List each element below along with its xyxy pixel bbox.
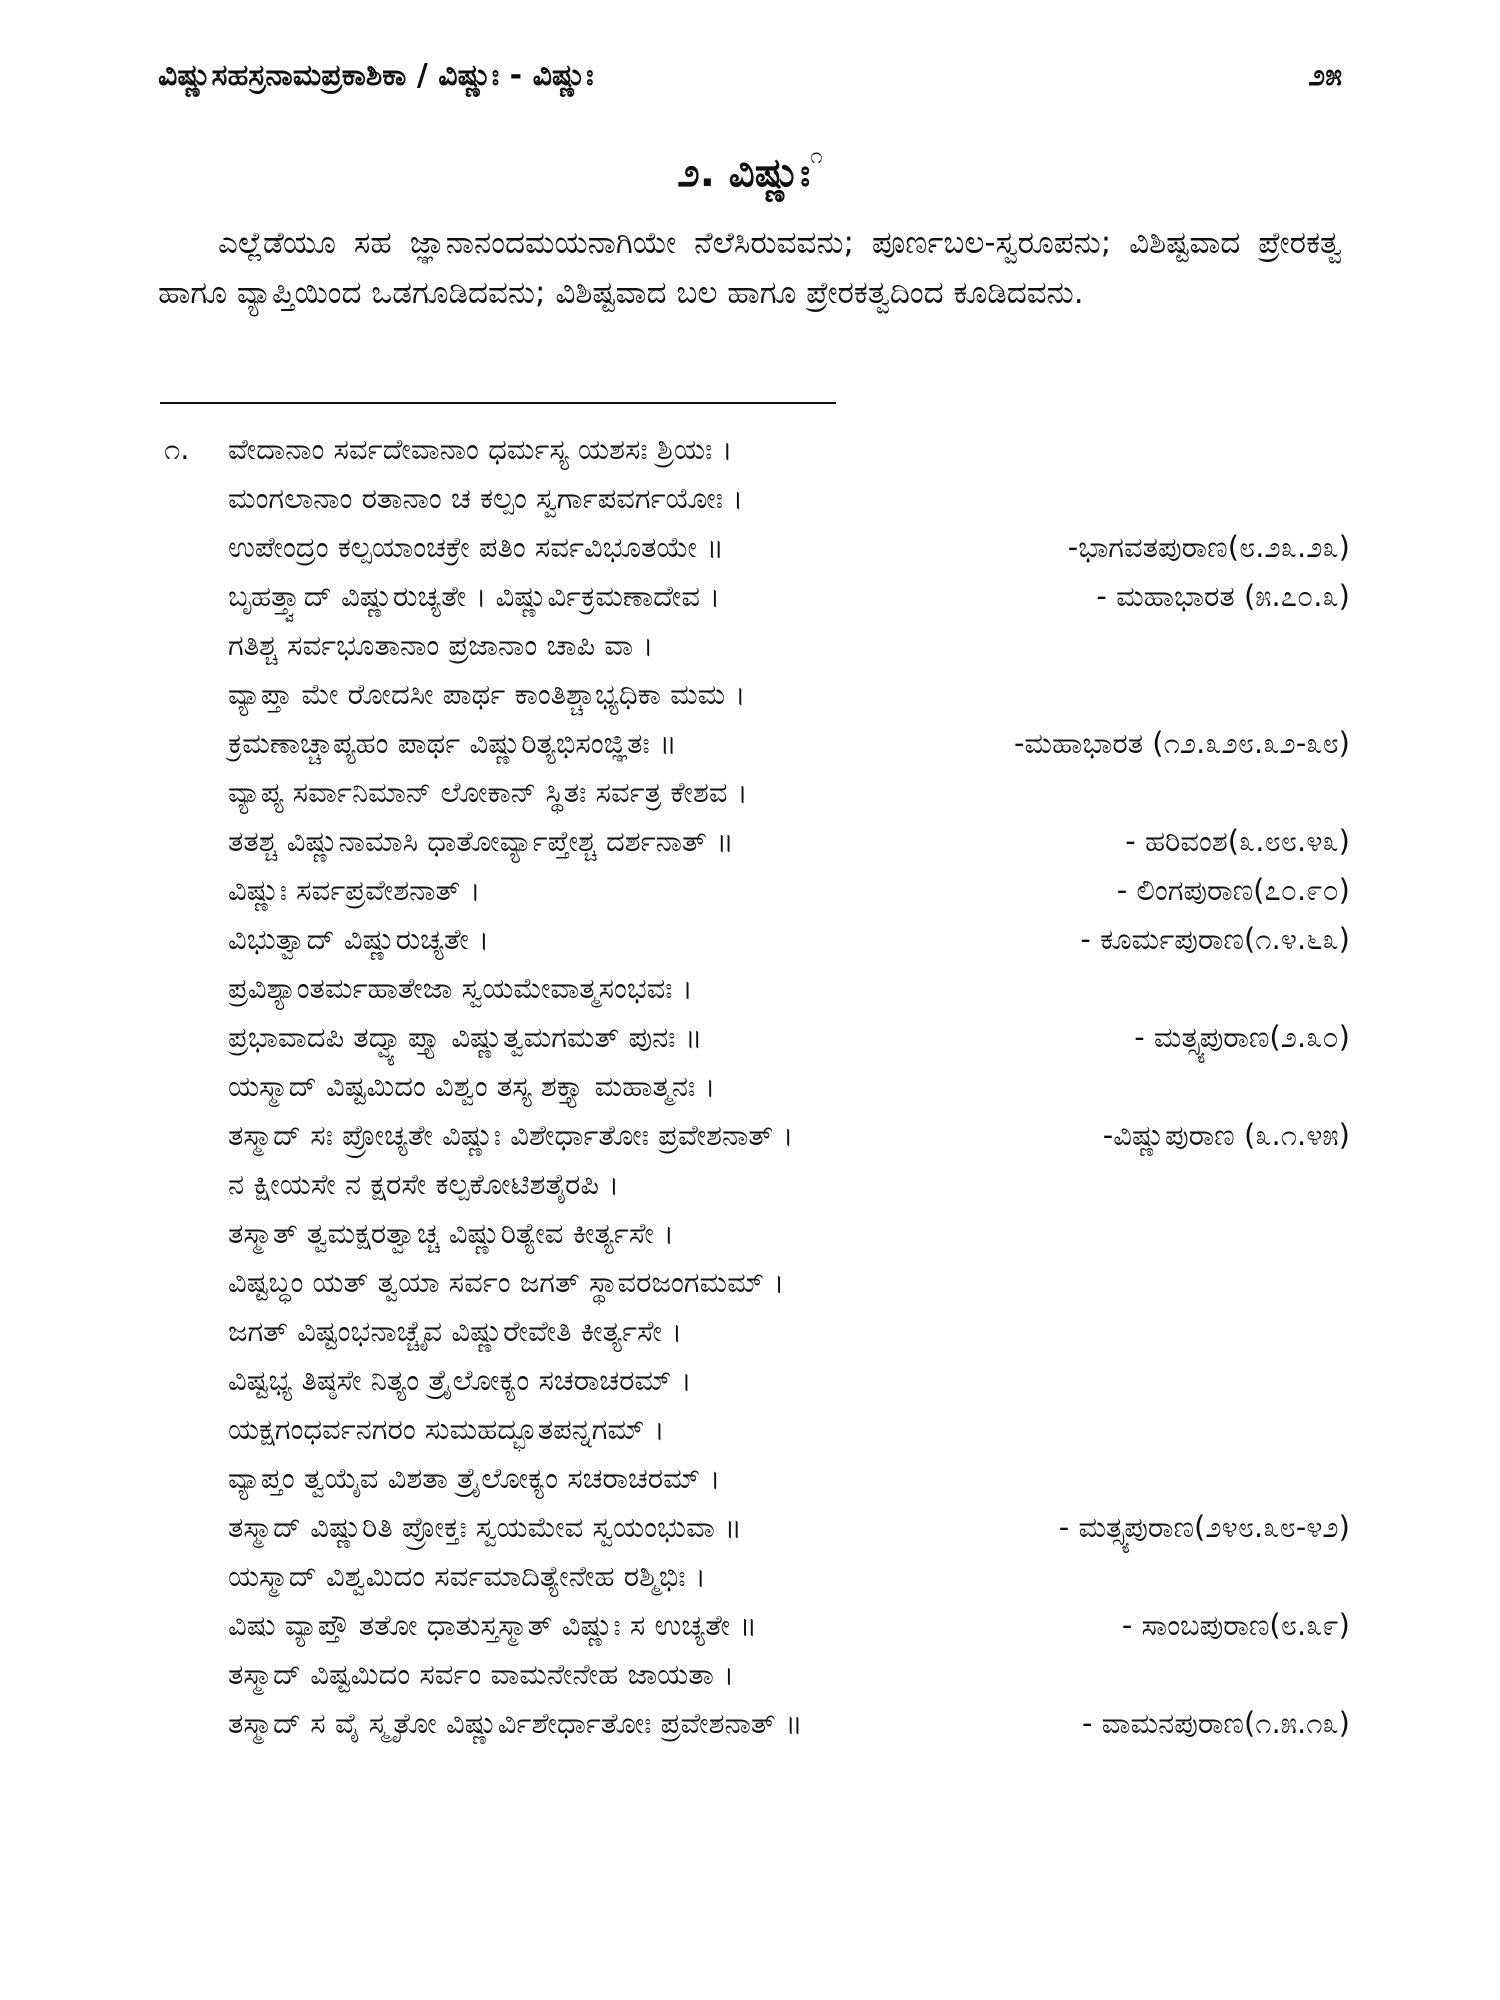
section-title (0, 144, 1500, 196)
verse-line (150, 817, 1350, 866)
verse-text: ವೇದಾನಾಂ ಸರ್ವದೇವಾನಾಂ ಧರ್ಮಸ್ಯ ಯಶಸಃ ಶ್ರಿಯಃ । (228, 432, 733, 466)
verse-line (150, 1062, 1350, 1111)
verse-text: ಜಗತ್ ವಿಷ್ಟಂಭನಾಚ್ಚೈವ ವಿಷ್ಣುರೇವೇತಿ ಕೀರ್ತ್ಯಸೇ । (228, 1314, 683, 1348)
verse-text: ವಿಷ್ಣುಃ ಸರ್ವಪ್ರವೇಶನಾತ್ । (228, 873, 481, 907)
verse-line (150, 1209, 1350, 1258)
verse-line (150, 964, 1350, 1013)
verse-line (150, 1258, 1350, 1307)
verse-source-reference: - ಮಹಾಭಾರತ (೫.೭೦.೩) (1096, 579, 1350, 613)
section-description: ಎಲ್ಲೆಡೆಯೂ ಸಹ ಜ್ಞಾನಾನಂದಮಯನಾಗಿಯೇ ನೆಲೆಸಿರುವವನು; ಪೂರ್ಣಬಲ-ಸ್ವರೂಪನು; ವಿಶಿಷ್ಟವಾದ ಪ್ರೇರಕತ್ವ ಹಾಗೂ ವ್ಯಾಪ್ತಿಯಿಂದ ಒಡಗೂಡಿದವನು; ವಿಶಿಷ್ಟವಾದ ಬಲ ಹಾಗೂ ಪ್ರೇರಕತ್ವದಿಂದ ಕೂಡಿದವನು. (158, 225, 1342, 311)
verse-line (150, 1111, 1350, 1160)
verse-line (150, 621, 1350, 670)
verse-text: ವಿಭುತ್ವಾದ್ ವಿಷ್ಣುರುಚ್ಯತೇ । (228, 922, 490, 956)
verse-text: ಯಸ್ಮಾದ್ ವಿಷ್ಟಮಿದಂ ವಿಶ್ವಂ ತಸ್ಯ ಶಕ್ತ್ಯಾ ಮಹಾತ್ಮನಃ । (228, 1069, 716, 1103)
verse-text: ವ್ಯಾಪ್ಯ ಸರ್ವಾನಿಮಾನ್ ಲೋಕಾನ್ ಸ್ಥಿತಃ ಸರ್ವತ್ರ ಕೇಶವ । (228, 775, 748, 809)
verse-line (150, 1307, 1350, 1356)
verse-text: ವಿಷು ವ್ಯಾಪ್ತೌ ತತೋ ಧಾತುಸ್ತಸ್ಮಾತ್ ವಿಷ್ಣುಃ ಸ ಉಚ್ಯತೇ ॥ (228, 1608, 757, 1642)
verse-line (150, 572, 1350, 621)
footnote-separator (160, 402, 836, 404)
verse-source-reference: -ವಿಷ್ಣುಪುರಾಣ (೩.೧.೪೫) (1102, 1118, 1350, 1152)
verse-line (150, 523, 1350, 572)
verse-source-reference: - ಮತ್ಸ್ಯಪುರಾಣ(೨.೩೦) (1134, 1020, 1350, 1054)
verse-text: ತಸ್ಮಾದ್ ವಿಷ್ಣುರಿತಿ ಪ್ರೋಕ್ತಃ ಸ್ವಯಮೇವ ಸ್ವಯಂಭುವಾ ॥ (228, 1510, 742, 1544)
verse-source-reference: - ವಾಮನಪುರಾಣ(೧.೫.೧೩) (1081, 1706, 1350, 1740)
footnote-number: ೧. (164, 432, 190, 466)
verse-text: ವ್ಯಾಪ್ತಾ ಮೇ ರೋದಸೀ ಪಾರ್ಥ ಕಾಂತಿಶ್ಚಾಭ್ಯಧಿಕಾ ಮಮ । (228, 677, 746, 711)
verse-line (150, 915, 1350, 964)
verse-text: ಉಪೇಂದ್ರಂ ಕಲ್ಪಯಾಂಚಕ್ರೇ ಪತಿಂ ಸರ್ವವಿಭೂತಯೇ ॥ (228, 530, 724, 564)
verse-line (150, 1405, 1350, 1454)
verse-line (150, 768, 1350, 817)
verse-text: ತಸ್ಮಾದ್ ಸ ವೈ ಸ್ಮೃತೋ ವಿಷ್ಣುರ್ವಿಶೇರ್ಧಾತೋಃ ಪ್ರವೇಶನಾತ್ ॥ (228, 1706, 803, 1740)
verse-text: ಕ್ರಮಣಾಚ್ಚಾಪ್ಯಹಂ ಪಾರ್ಥ ವಿಷ್ಣುರಿತ್ಯಭಿಸಂಜ್ಞಿತಃ ॥ (228, 726, 677, 760)
verse-line (150, 1552, 1350, 1601)
verse-text: ವ್ಯಾಪ್ತಂ ತ್ವಯೈವ ವಿಶತಾ ತ್ರೈಲೋಕ್ಯಂ ಸಚರಾಚರಮ್ । (228, 1461, 721, 1495)
verse-text: ನ ಕ್ಷೀಯಸೇ ನ ಕ್ಷರಸೇ ಕಲ್ಪಕೋಟಿಶತೈರಪಿ । (228, 1167, 620, 1201)
verse-source-reference: -ಭಾಗವತಪುರಾಣ(೮.೨೩.೨೩) (1067, 530, 1350, 564)
running-header (158, 52, 1342, 102)
verse-line (150, 1356, 1350, 1405)
verse-line (150, 1454, 1350, 1503)
verse-source-reference: -ಮಹಾಭಾರತ (೧೨.೩೨೮.೩೨-೩೮) (1013, 726, 1350, 760)
verse-line (150, 1650, 1350, 1699)
verse-text: ವಿಷ್ಟಭ್ಯ ತಿಷ್ಠಸೇ ನಿತ್ಯಂ ತ್ರೈಲೋಕ್ಯಂ ಸಚರಾಚರಮ್ । (228, 1363, 692, 1397)
verse-line (150, 1160, 1350, 1209)
verse-line (150, 670, 1350, 719)
verse-source-reference: - ಸಾಂಬಪುರಾಣ(೮.೩೯) (1121, 1608, 1350, 1642)
verse-text: ಯಸ್ಮಾದ್ ವಿಶ್ವಮಿದಂ ಸರ್ವಮಾದಿತ್ಯೇನೇಹ ರಶ್ಮಿಭಿಃ । (228, 1559, 706, 1593)
footnote-mark: ೧ (810, 144, 823, 169)
verse-text: ತಸ್ಮಾದ್ ವಿಷ್ಟಮಿದಂ ಸರ್ವಂ ವಾಮನೇನೇಹ ಜಾಯತಾ । (228, 1657, 735, 1691)
verse-source-reference: - ಕೂರ್ಮಪುರಾಣ(೧.೪.೬೩) (1080, 922, 1350, 956)
verse-text: ತಸ್ಮಾತ್ ತ್ವಮಕ್ಷರತ್ವಾಚ್ಚ ವಿಷ್ಣುರಿತ್ಯೇವ ಕೀರ್ತ್ಯಸೇ । (228, 1216, 675, 1250)
verse-line (150, 474, 1350, 523)
verse-text: ತತಶ್ಚ ವಿಷ್ಣುನಾಮಾಸಿ ಧಾತೋರ್ವ್ಯಾಪ್ತೇಶ್ಚ ದರ್ಶನಾತ್ ॥ (228, 824, 734, 858)
verse-source-reference: - ಮತ್ಸ್ಯಪುರಾಣ(೨೪೮.೩೮-೪೨) (1058, 1510, 1350, 1544)
verse-line (150, 1601, 1350, 1650)
verse-text: ಯಕ್ಷಗಂಧರ್ವನಗರಂ ಸುಮಹದ್ಭೂತಪನ್ನಗಮ್ । (228, 1412, 665, 1446)
verse-line (150, 866, 1350, 915)
verse-text: ವಿಷ್ಟಬ್ಧಂ ಯತ್ ತ್ವಯಾ ಸರ್ವಂ ಜಗತ್ ಸ್ಥಾವರಜಂಗಮಮ್ । (228, 1265, 785, 1299)
verse-line (150, 1013, 1350, 1062)
page-number: ೨೫ (1308, 58, 1342, 93)
verse-text: ಬೃಹತ್ತ್ವಾದ್ ವಿಷ್ಣುರುಚ್ಯತೇ । ವಿಷ್ಣುರ್ವಿಕ್ರಮಣಾದೇವ । (228, 579, 721, 613)
verse-line (150, 1699, 1350, 1748)
verse-source-reference: - ಹರಿವಂಶ(೩.೮೮.೪೩) (1125, 824, 1350, 858)
section-title-text: ೨. ವಿಷ್ಣುಃ (677, 150, 811, 196)
verse-text: ಪ್ರವಿಶ್ಯಾಂತರ್ಮಹಾತೇಜಾ ಸ್ವಯಮೇವಾತ್ಮಸಂಭವಃ । (228, 971, 693, 1005)
verse-text: ಗತಿಶ್ಚ ಸರ್ವಭೂತಾನಾಂ ಪ್ರಜಾನಾಂ ಚಾಪಿ ವಾ । (228, 628, 654, 662)
running-title: ವಿಷ್ಣುಸಹಸ್ರನಾಮಪ್ರಕಾಶಿಕಾ / ವಿಷ್ಣುಃ - ವಿಷ್ಣುಃ (158, 58, 594, 93)
footnote-verses (150, 425, 1350, 1748)
verse-line (150, 1503, 1350, 1552)
verse-line (150, 719, 1350, 768)
verse-line (150, 425, 1350, 474)
verse-text: ತಸ್ಮಾದ್ ಸಃ ಪ್ರೋಚ್ಯತೇ ವಿಷ್ಣುಃ ವಿಶೇರ್ಧಾತೋಃ ಪ್ರವೇಶನಾತ್ । (228, 1118, 794, 1152)
verse-text: ಮಂಗಲಾನಾಂ ರತಾನಾಂ ಚ ಕಲ್ಪಂ ಸ್ವರ್ಗಾಪವರ್ಗಯೋಃ । (228, 481, 744, 515)
verse-source-reference: - ಲಿಂಗಪುರಾಣ(೭೦.೯೦) (1116, 873, 1350, 907)
verse-text: ಪ್ರಭಾವಾದಪಿ ತದ್ವ್ಯಾಪ್ತ್ಯಾ ವಿಷ್ಣುತ್ವಮಗಮತ್ ಪುನಃ ॥ (228, 1020, 703, 1054)
